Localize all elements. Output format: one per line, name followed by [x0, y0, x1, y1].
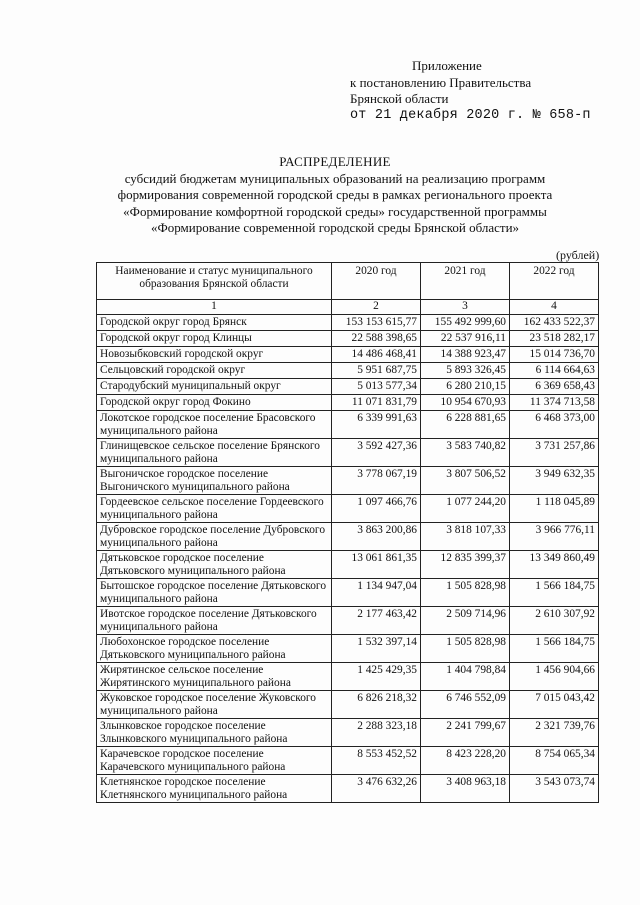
- row-value-2022: 3 966 776,11: [510, 523, 599, 551]
- row-value-2021: 6 280 210,15: [421, 379, 510, 395]
- row-value-2021: 2 509 714,96: [421, 607, 510, 635]
- row-value-2020: 1 425 429,35: [332, 663, 421, 691]
- table-row: [97, 363, 599, 379]
- table-row: [97, 495, 599, 523]
- row-value-2022: 6 468 373,00: [510, 411, 599, 439]
- row-value-2020: 5 951 687,75: [332, 363, 421, 379]
- row-value-2022: 1 566 184,75: [510, 579, 599, 607]
- row-name-cell: Гордеевское сельское поселение Гордеевского муниципального района: [97, 495, 332, 523]
- row-value-2021: 3 408 963,18: [421, 775, 510, 803]
- table-row: [97, 331, 599, 347]
- row-value-2021: 3 807 506,52: [421, 467, 510, 495]
- table-row: [97, 551, 599, 579]
- row-value-2020: 3 592 427,36: [332, 439, 421, 467]
- row-value-2020: 3 778 067,19: [332, 467, 421, 495]
- table-row: [97, 719, 599, 747]
- row-value-2022: 1 118 045,89: [510, 495, 599, 523]
- units-label: (рублей): [556, 248, 600, 262]
- heading-line: «Формирование комфортной городской среды» государственной программы: [123, 203, 547, 219]
- table-header-row: [97, 263, 599, 300]
- table-row: [97, 523, 599, 551]
- row-value-2022: 3 543 073,74: [510, 775, 599, 803]
- header-name: Наименование и статус муниципального образования Брянской области: [97, 263, 332, 300]
- row-value-2022: 1 456 904,66: [510, 663, 599, 691]
- row-value-2022: 6 114 664,63: [510, 363, 599, 379]
- row-value-2021: 5 893 326,45: [421, 363, 510, 379]
- row-value-2020: 3 476 632,26: [332, 775, 421, 803]
- row-name-cell: Бытошское городское поселение Дятьковского муниципального района: [97, 579, 332, 607]
- row-value-2021: 1 077 244,20: [421, 495, 510, 523]
- table-row: [97, 663, 599, 691]
- table-row: [97, 395, 599, 411]
- table-row: [97, 635, 599, 663]
- row-value-2022: 13 349 860,49: [510, 551, 599, 579]
- appendix-date: от 21 декабря 2020 г. № 658-п: [350, 107, 591, 123]
- row-value-2020: 1 097 466,76: [332, 495, 421, 523]
- row-value-2020: 6 826 218,32: [332, 691, 421, 719]
- row-name-cell: Дубровское городское поселение Дубровского муниципального района: [97, 523, 332, 551]
- table-row: [97, 379, 599, 395]
- row-value-2022: 3 949 632,35: [510, 467, 599, 495]
- table-row: [97, 467, 599, 495]
- table-row: [97, 347, 599, 363]
- row-value-2021: 155 492 999,60: [421, 315, 510, 331]
- row-value-2022: 23 518 282,17: [510, 331, 599, 347]
- row-value-2021: 12 835 399,37: [421, 551, 510, 579]
- row-value-2020: 22 588 398,65: [332, 331, 421, 347]
- row-value-2021: 3 818 107,33: [421, 523, 510, 551]
- row-value-2020: 14 486 468,41: [332, 347, 421, 363]
- column-number: 3: [421, 300, 510, 315]
- row-name-cell: Городской округ город Брянск: [97, 315, 332, 331]
- row-value-2021: 1 404 798,84: [421, 663, 510, 691]
- row-value-2021: 1 505 828,98: [421, 635, 510, 663]
- row-value-2021: 2 241 799,67: [421, 719, 510, 747]
- table-row: [97, 607, 599, 635]
- table-row: [97, 439, 599, 467]
- table-row: [97, 579, 599, 607]
- row-value-2020: 8 553 452,52: [332, 747, 421, 775]
- row-value-2022: 7 015 043,42: [510, 691, 599, 719]
- row-value-2021: 8 423 228,20: [421, 747, 510, 775]
- row-value-2022: 162 433 522,37: [510, 315, 599, 331]
- row-value-2021: 6 228 881,65: [421, 411, 510, 439]
- table-row: [97, 411, 599, 439]
- row-value-2020: 6 339 991,63: [332, 411, 421, 439]
- appendix-line: Брянской области: [350, 91, 449, 106]
- row-value-2021: 1 505 828,98: [421, 579, 510, 607]
- row-value-2021: 22 537 916,11: [421, 331, 510, 347]
- row-value-2020: 11 071 831,79: [332, 395, 421, 411]
- row-name-cell: Локотское городское поселение Брасовского муниципального района: [97, 411, 332, 439]
- row-value-2022: 3 731 257,86: [510, 439, 599, 467]
- row-name-cell: Жирятинское сельское поселение Жирятинского муниципального района: [97, 663, 332, 691]
- row-name-cell: Городской округ город Клинцы: [97, 331, 332, 347]
- row-value-2020: 1 532 397,14: [332, 635, 421, 663]
- row-name-cell: Городской округ город Фокино: [97, 395, 332, 411]
- row-value-2021: 6 746 552,09: [421, 691, 510, 719]
- distribution-table: [96, 262, 599, 803]
- row-value-2022: 8 754 065,34: [510, 747, 599, 775]
- row-name-cell: Дятьковское городское поселение Дятьковского муниципального района: [97, 551, 332, 579]
- row-value-2020: 153 153 615,77: [332, 315, 421, 331]
- row-value-2020: 3 863 200,86: [332, 523, 421, 551]
- header-2020: 2020 год: [332, 263, 421, 300]
- row-value-2020: 2 288 323,18: [332, 719, 421, 747]
- row-name-cell: Сельцовский городской округ: [97, 363, 332, 379]
- row-value-2022: 11 374 713,58: [510, 395, 599, 411]
- table-row: [97, 691, 599, 719]
- document-heading: [0, 154, 640, 237]
- row-value-2022: 15 014 736,70: [510, 347, 599, 363]
- heading-line: формирования современной городской среды в рамках регионального проекта: [117, 187, 553, 203]
- row-value-2020: 1 134 947,04: [332, 579, 421, 607]
- row-value-2021: 14 388 923,47: [421, 347, 510, 363]
- heading-line: «Формирование современной городской среды Брянской области»: [150, 220, 520, 236]
- row-name-cell: Злынковское городское поселение Злынковского муниципального района: [97, 719, 332, 747]
- appendix-block: [350, 58, 591, 124]
- column-number: 1: [97, 300, 332, 315]
- row-name-cell: Клетнянское городское поселение Клетнянского муниципального района: [97, 775, 332, 803]
- row-value-2021: 3 583 740,82: [421, 439, 510, 467]
- table-row: [97, 747, 599, 775]
- header-2022: 2022 год: [510, 263, 599, 300]
- table-row: [97, 315, 599, 331]
- column-number-row: [97, 300, 599, 315]
- row-name-cell: Карачевское городское поселение Карачевского муниципального района: [97, 747, 332, 775]
- row-name-cell: Ивотское городское поселение Дятьковского муниципального района: [97, 607, 332, 635]
- row-name-cell: Глинищевское сельское поселение Брянского муниципального района: [97, 439, 332, 467]
- row-value-2022: 1 566 184,75: [510, 635, 599, 663]
- appendix-line: к постановлению Правительства: [350, 74, 532, 90]
- column-number: 4: [510, 300, 599, 315]
- row-value-2022: 2 610 307,92: [510, 607, 599, 635]
- row-value-2020: 2 177 463,42: [332, 607, 421, 635]
- row-value-2020: 5 013 577,34: [332, 379, 421, 395]
- header-2021: 2021 год: [421, 263, 510, 300]
- heading-line: субсидий бюджетам муниципальных образований на реализацию программ: [124, 170, 546, 186]
- row-name-cell: Новозыбковский городской округ: [97, 347, 332, 363]
- document-title: РАСПРЕДЕЛЕНИЕ: [279, 154, 391, 169]
- column-number: 2: [332, 300, 421, 315]
- row-value-2021: 10 954 670,93: [421, 395, 510, 411]
- table-row: [97, 775, 599, 803]
- row-name-cell: Любохонское городское поселение Дятьковского муниципального района: [97, 635, 332, 663]
- table-body: [97, 315, 599, 803]
- row-value-2020: 13 061 861,35: [332, 551, 421, 579]
- appendix-title: Приложение: [412, 58, 482, 73]
- row-name-cell: Жуковское городское поселение Жуковского муниципального района: [97, 691, 332, 719]
- row-name-cell: Стародубский муниципальный округ: [97, 379, 332, 395]
- row-name-cell: Выгоничское городское поселение Выгоничского муниципального района: [97, 467, 332, 495]
- row-value-2022: 2 321 739,76: [510, 719, 599, 747]
- row-value-2022: 6 369 658,43: [510, 379, 599, 395]
